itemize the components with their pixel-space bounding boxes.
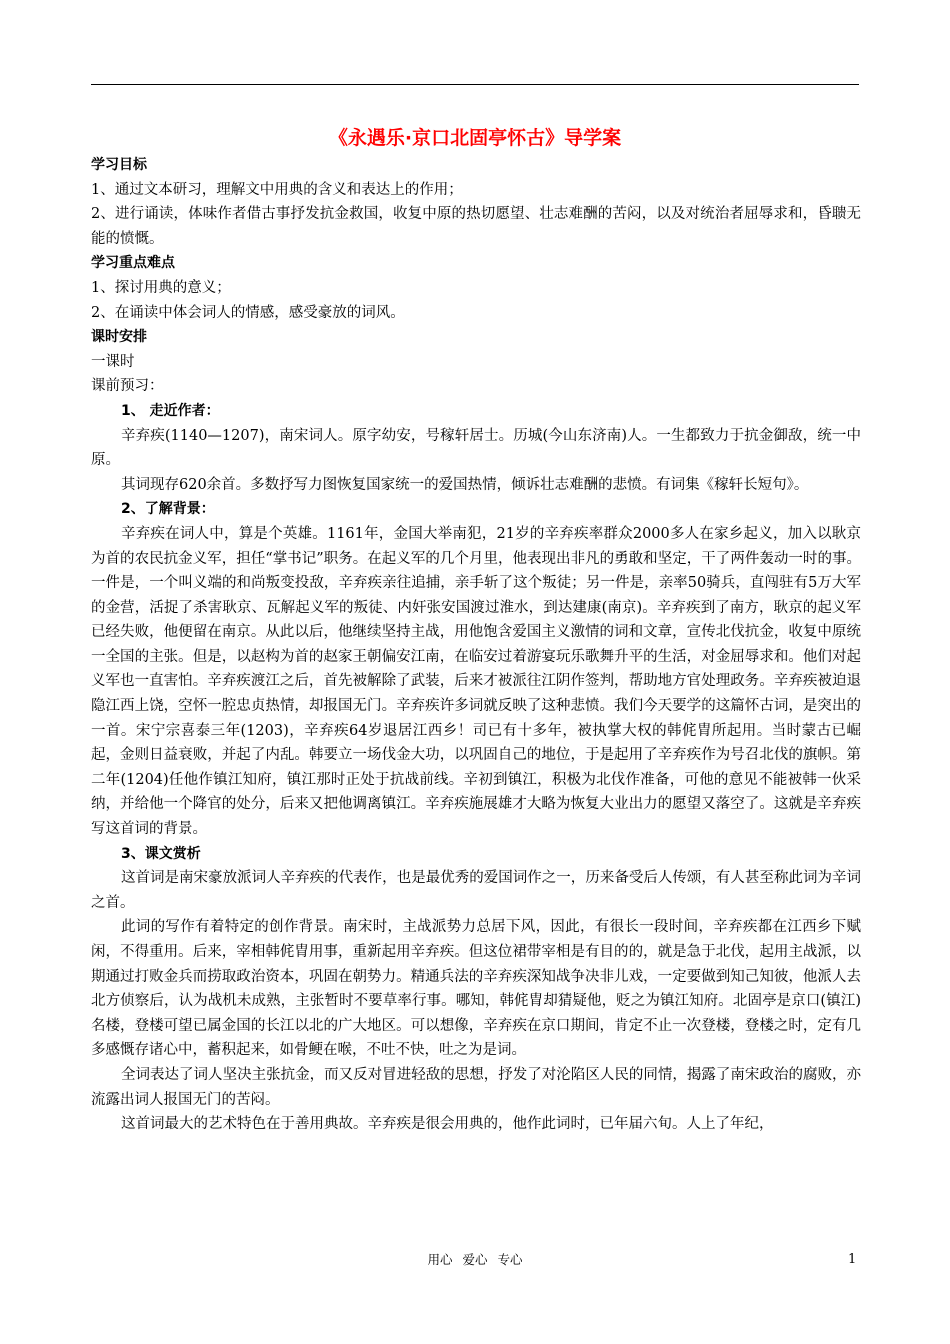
author-paragraph: 其词现存620余首。多数抒写力图恢复国家统一的爱国热情，倾诉壮志难酬的悲愤。有词集《稼轩长短句》。 <box>121 476 809 493</box>
appreciation-paragraph: 全词表达了词人坚决主张抗金，而又反对冒进轻敌的思想，抒发了对沦陷区人民的同情，揭露了南宋政治的腐败，亦流露出词人报国无门的苦闷。 <box>91 1066 861 1108</box>
document-title: 《永遇乐·京口北固亭怀古》导学案 <box>328 127 622 149</box>
schedule-line: 一课时 <box>91 353 135 370</box>
author-paragraph: 辛弃疾(1140—1207)，南宋词人。原字幼安，号稼轩居士。历城(今山东济南)人。一生都致力于抗金御敌，统一中原。 <box>91 427 861 469</box>
goal-item: 1、通过文本研习，理解文中用典的含义和表达上的作用； <box>91 181 463 198</box>
key-point-item: 1、探讨用典的意义； <box>91 279 231 296</box>
key-point-item: 2、在诵读中体会词人的情感，感受豪放的词风。 <box>91 304 405 321</box>
section-appreciation-heading: 3、课文赏析 <box>121 845 201 862</box>
schedule-line: 课前预习： <box>91 378 164 395</box>
appreciation-paragraph: 这首词最大的艺术特色在于善用典故。辛弃疾是很会用典的，他作此词时，已年届六旬。人上了年纪， <box>121 1116 774 1133</box>
appreciation-paragraph: 这首词是南宋豪放派词人辛弃疾的代表作，也是最优秀的爱国词作之一，历来备受后人传颂，有人甚至称此词为辛词之首。 <box>91 870 861 911</box>
key-points-heading: 学习重点难点 <box>91 255 175 272</box>
document-body <box>91 153 861 1137</box>
goals-heading: 学习目标 <box>91 157 147 173</box>
footer-motto: 用心 爱心 专心 <box>427 1252 523 1267</box>
page-number: 1 <box>848 1252 857 1267</box>
appreciation-paragraph: 此词的写作有着特定的创作背景。南宋时，主战派势力总居下风，因此，有很长一段时间，辛弃疾都在江西乡下赋闲，不得重用。后来，宰相韩侂胄用事，重新起用辛弃疾。但这位裙带宰相是有目的的，就是急于北伐，起用主战派，以期通过打败金兵而捞取政治资本，巩固在朝势力。精通兵法的辛弃疾深知战争决非儿戏，一定要做到知己知彼，他派人去北方侦察后，认为战机未成熟，主张暂时不要草率行事。哪知，韩侂胄却猜疑他，贬之为镇江知府。北固亭是京口(镇江)名楼，登楼可望已属金国的长江以北的广大地区。可以想像，辛弃疾在京口期间，肯定不止一次登楼，登楼之时，定有几多感慨存诸心中，蓄积起来，如骨鲠在喉，不吐不快，吐之为是词。 <box>91 919 861 1059</box>
section-background-heading: 2、了解背景： <box>121 501 215 518</box>
background-paragraph: 辛弃疾在词人中，算是个英雄。1161年，金国大举南犯，21岁的辛弃疾率群众2000多人在家乡起义，加入以耿京为首的农民抗金义军，担任“掌书记”职务。在起义军的几个月里，他表现出非凡的勇敢和坚定，干了两件轰动一时的事。一件是，一个叫义端的和尚叛变投敌，辛弃疾亲往追捕，亲手斩了这个叛徒；另一件是，亲率50骑兵，直闯驻有5万大军的金营，活捉了杀害耿京、瓦解起义军的叛徒、内奸张安国渡过淮水，到达建康(南京)。辛弃疾到了南方，耿京的起义军已经失败，他便留在南京。从此以后，他继续坚持主战，用他饱含爱国主义激情的词和文章，宣传北伐抗金，收复中原统一全国的主张。但是，以赵构为首的赵家王朝偏安江南，在临安过着游宴玩乐歌舞升平的生活，对金屈辱求和。他们对起义军也一直害怕。辛弃疾渡江之后，首先被解除了武装，后来才被派往江阴作签判，帮助地方官处理政务。辛弃疾被迫退隐江西上饶，空怀一腔忠贞热情，却报国无门。辛弃疾许多词就反映了这种悲愤。我们今天要学的这篇怀古词，是突出的一首。宋宁宗喜泰三年(1203)，辛弃疾64岁退居江西乡！司已有十多年，被执掌大权的韩侂胄所起用。当时蒙古已崛起，金则日益衰败，并起了内乱。韩要立一场伐金大功，以巩固自己的地位，于是起用了辛弃疾作为号召北伐的旗帜。第二年(1204)任他作镇江知府，镇江那时正处于抗战前线。辛初到镇江，积极为北伐作准备，可他的意见不能被韩一伙采纳，并给他一个降官的处分，后来又把他调离镇江。辛弃疾施展雄才大略为恢复大业出力的愿望又落空了。这就是辛弃疾写这首词的背景。 <box>91 525 861 838</box>
goal-item: 2、进行诵读，体味作者借古事抒发抗金救国，收复中原的热切愿望、壮志难酬的苦闷，以及对统治者屈辱求和，昏聩无能的愤慨。 <box>91 206 861 247</box>
section-author-heading: 1、 走近作者： <box>121 402 220 419</box>
header-rule <box>91 84 859 85</box>
schedule-heading: 课时安排 <box>91 329 147 346</box>
